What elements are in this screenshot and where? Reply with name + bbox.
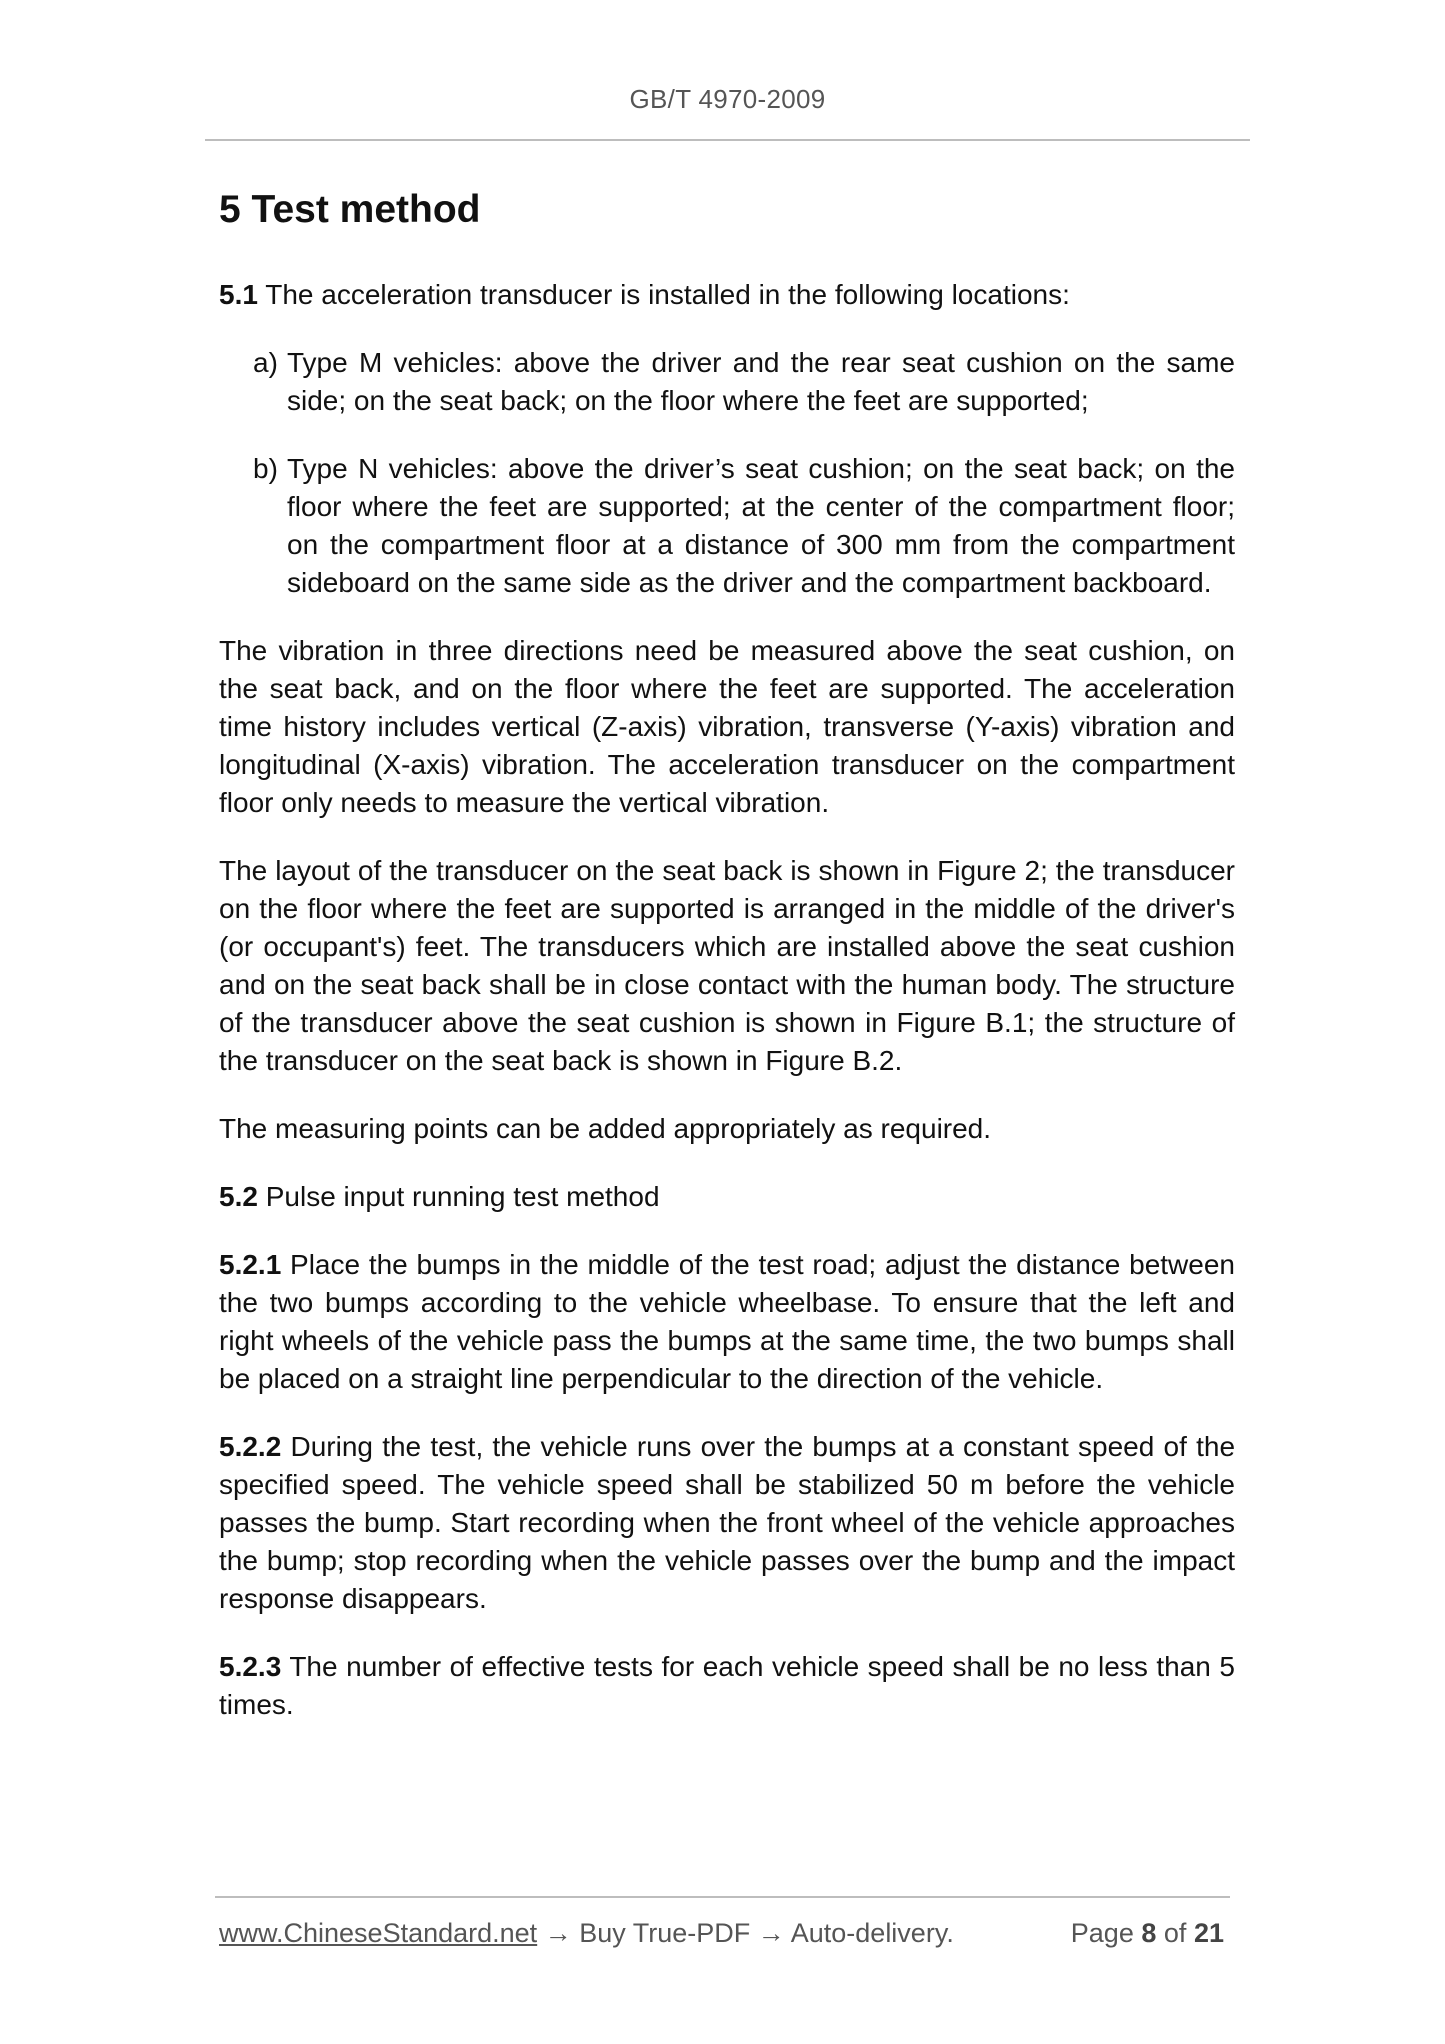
paragraph-layout: The layout of the transducer on the seat back is shown in Figure 2; the transducer on the floor where the feet are supported is arranged in the middle of the driver's (or occupant's) feet. The transducers which are installed above the seat cushion and on the seat back shall be in close contact with the human body. The structure of the transducer above the seat cushion is shown in Figure B.1; the structure of the transducer on the seat back is shown in Figure B.2. [219,855,1235,1076]
clause-text: The acceleration transducer is installed in the following locations: [265,279,1070,310]
clause-5-2 [219,1178,1235,1216]
header-divider [205,139,1250,141]
clause-5-2-2 [219,1428,1235,1618]
clause-5-2-1 [219,1246,1235,1398]
section-title: 5 Test method [219,188,481,231]
page-indicator [1071,1918,1224,1949]
page-number: 8 [1141,1918,1157,1948]
paragraph-measuring-points: The measuring points can be added appropriately as required. [219,1113,992,1144]
page-header: GB/T 4970-2009 [629,84,826,114]
total-pages: 21 [1193,1918,1224,1948]
website-link[interactable]: www.ChineseStandard.net [219,1918,538,1948]
clause-5-2-3 [219,1648,1235,1724]
clause-5-1 [219,276,1235,314]
clause-text: The number of effective tests for each vehicle speed shall be no less than 5 times. [219,1651,1235,1720]
list-marker: a) [253,347,278,378]
of-label: of [1163,1918,1187,1948]
list-item-a [219,344,1235,420]
list-text: Type N vehicles: above the driver’s seat cushion; on the seat back; on the floor where the feet are supported; at the center of the compartment floor; on the compartment floor at a distance of 300 mm from the compartment sideboard on the same side as the driver and the compartment backboard. [287,453,1235,598]
document-body [219,186,1235,1754]
list-item-b [219,450,1235,602]
list-text: Type M vehicles: above the driver and the rear seat cushion on the same side; on the seat back; on the floor where the feet are supported; [287,347,1235,416]
clause-number: 5.2.3 [219,1651,282,1682]
clause-number: 5.2.1 [219,1249,282,1280]
paragraph-vibration: The vibration in three directions need be measured above the seat cushion, on the seat back, and on the floor where the feet are supported. The acceleration time history includes vertical (Z-axis) vibration, transverse (Y-axis) vibration and longitudinal (X-axis) vibration. The acceleration transducer on the compartment floor only needs to measure the vertical vibration. [219,635,1235,818]
list-marker: b) [253,453,278,484]
footer-tagline: → Buy True-PDF → Auto-delivery. [537,1918,954,1948]
clause-number: 5.2 [219,1181,258,1212]
clause-text: Pulse input running test method [265,1181,660,1212]
footer-left [219,1918,954,1949]
clause-text: Place the bumps in the middle of the test road; adjust the distance between the two bumps according to the vehicle wheelbase. To ensure that the left and right wheels of the vehicle pass the bumps at the same time, the two bumps shall be placed on a straight line perpendicular to the direction of the vehicle. [219,1249,1235,1394]
page-footer [219,1918,1224,1949]
clause-number: 5.1 [219,279,258,310]
clause-number: 5.2.2 [219,1431,282,1462]
clause-text: During the test, the vehicle runs over the bumps at a constant speed of the specified speed. The vehicle speed shall be stabilized 50 m before the vehicle passes the bump. Start recording when the front wheel of the vehicle approaches the bump; stop recording when the vehicle passes over the bump and the impact response disappears. [219,1431,1236,1614]
footer-divider [215,1896,1230,1898]
page-label: Page [1070,1918,1134,1948]
